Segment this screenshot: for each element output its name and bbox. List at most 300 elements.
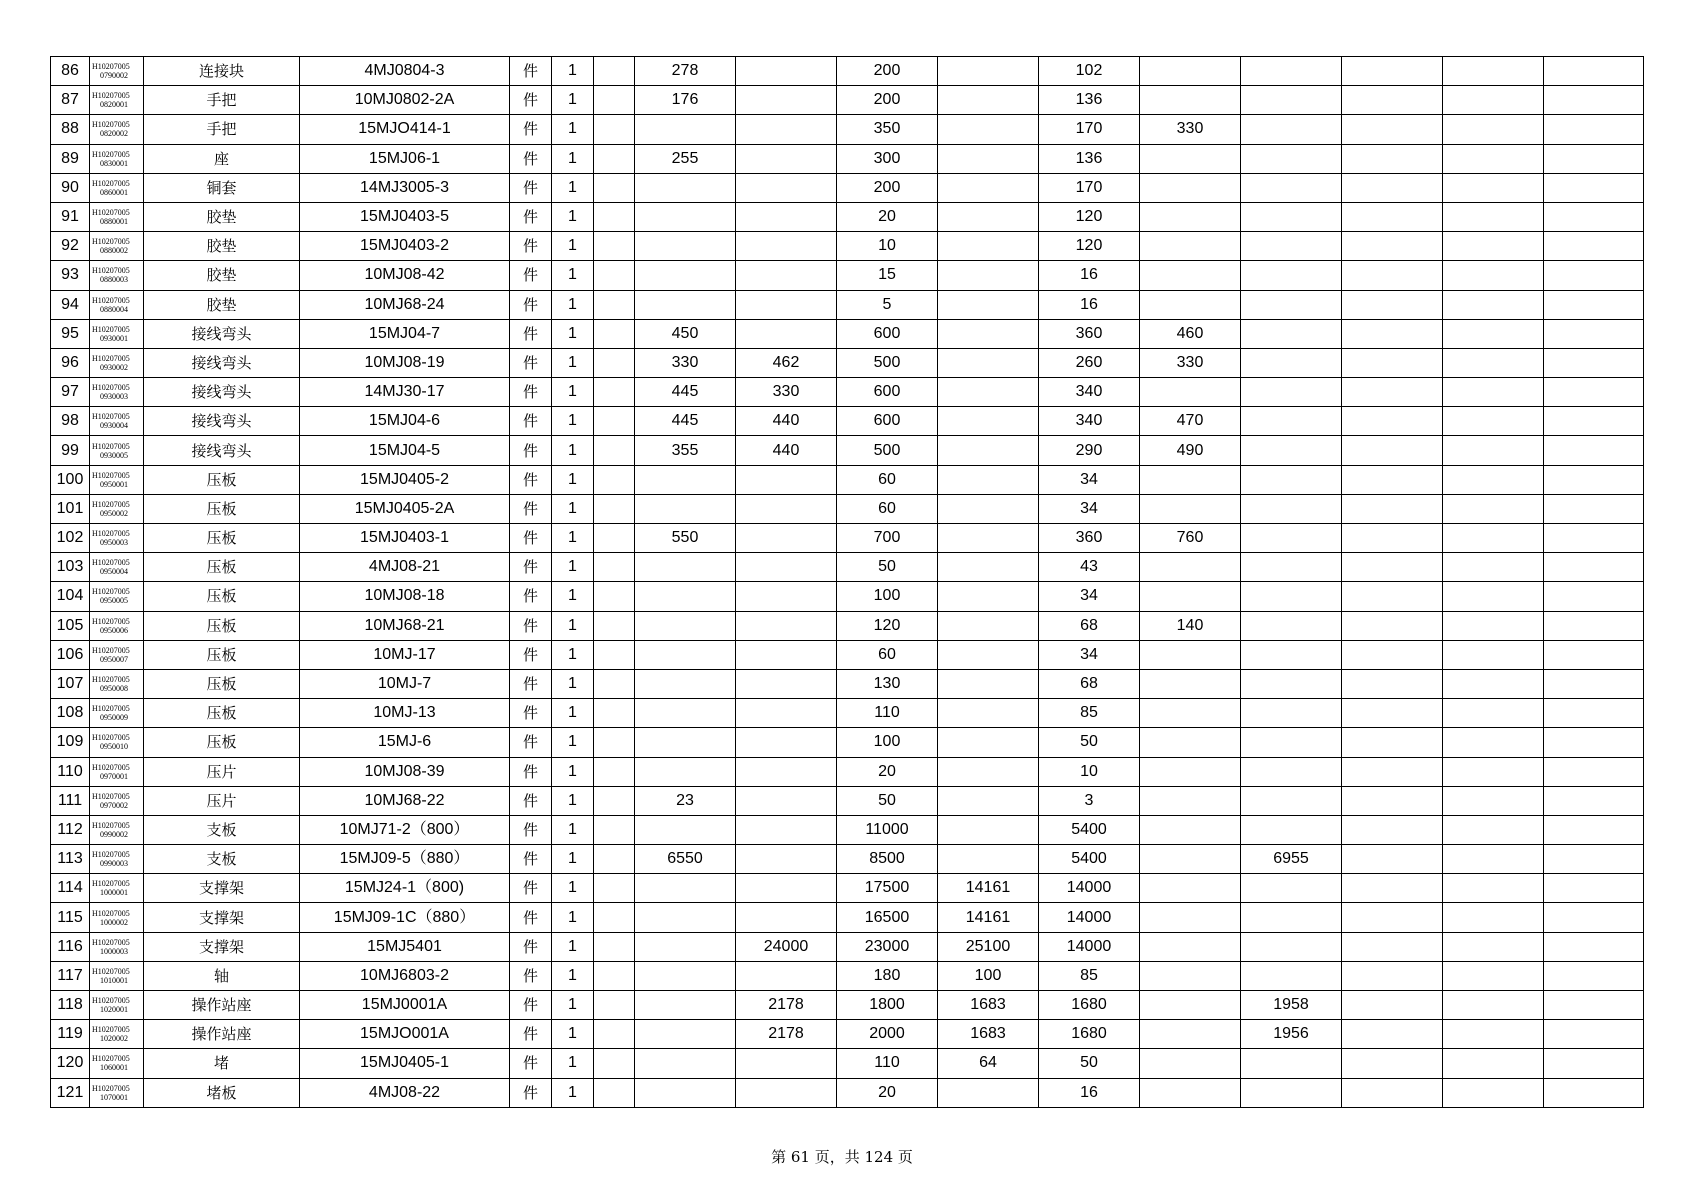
value-cell-c4: 60 (837, 640, 938, 669)
value-cell-c3 (736, 757, 837, 786)
value-cell-c2: 23 (635, 786, 736, 815)
part-name-cell: 胶垫 (144, 232, 300, 261)
value-cell-c3 (736, 903, 837, 932)
material-code-line: 1000002 (100, 917, 128, 927)
quantity-cell: 1 (552, 465, 594, 494)
value-cell-c3 (736, 202, 837, 231)
value-cell-c2 (635, 1049, 736, 1078)
value-cell-c4: 600 (837, 407, 938, 436)
quantity-cell: 1 (552, 1078, 594, 1107)
value-cell-c8 (1241, 494, 1342, 523)
quantity-cell: 1 (552, 202, 594, 231)
value-cell-c1 (594, 290, 635, 319)
value-cell-c11 (1544, 640, 1644, 669)
value-cell-c11 (1544, 815, 1644, 844)
material-code-cell (90, 232, 144, 261)
table-row (51, 669, 1644, 698)
value-cell-c5 (938, 319, 1039, 348)
value-cell-c3 (736, 290, 837, 319)
value-cell-c5 (938, 1078, 1039, 1107)
value-cell-c7 (1140, 815, 1241, 844)
material-code-cell (90, 1020, 144, 1049)
value-cell-c4: 700 (837, 524, 938, 553)
unit-cell: 件 (510, 845, 552, 874)
row-number-cell: 120 (51, 1049, 90, 1078)
material-code-cell (90, 86, 144, 115)
material-code-line: 0880004 (100, 304, 128, 314)
value-cell-c9 (1342, 232, 1443, 261)
value-cell-c11 (1544, 173, 1644, 202)
value-cell-c7 (1140, 640, 1241, 669)
value-cell-c3 (736, 699, 837, 728)
part-name-cell: 接线弯头 (144, 436, 300, 465)
material-code-line: H10207005 (92, 791, 130, 801)
quantity-cell: 1 (552, 378, 594, 407)
value-cell-c7: 490 (1140, 436, 1241, 465)
material-code-line: H10207005 (92, 645, 130, 655)
material-code-cell (90, 494, 144, 523)
quantity-cell: 1 (552, 407, 594, 436)
model-number-cell: 10MJ71-2（800） (300, 815, 510, 844)
value-cell-c11 (1544, 115, 1644, 144)
value-cell-c5: 1683 (938, 1020, 1039, 1049)
quantity-cell: 1 (552, 1049, 594, 1078)
quantity-cell: 1 (552, 144, 594, 173)
table-row (51, 232, 1644, 261)
value-cell-c10 (1443, 319, 1544, 348)
value-cell-c10 (1443, 1020, 1544, 1049)
model-number-cell: 10MJ-17 (300, 640, 510, 669)
table-row (51, 1020, 1644, 1049)
material-code-line: 0950006 (100, 625, 128, 635)
value-cell-c1 (594, 524, 635, 553)
quantity-cell: 1 (552, 582, 594, 611)
value-cell-c3: 2178 (736, 991, 837, 1020)
value-cell-c10 (1443, 640, 1544, 669)
model-number-cell: 4MJ08-21 (300, 553, 510, 582)
unit-cell: 件 (510, 378, 552, 407)
value-cell-c4: 120 (837, 611, 938, 640)
value-cell-c8 (1241, 815, 1342, 844)
value-cell-c9 (1342, 991, 1443, 1020)
row-number-cell: 92 (51, 232, 90, 261)
material-code-line: H10207005 (92, 966, 130, 976)
unit-cell: 件 (510, 436, 552, 465)
value-cell-c11 (1544, 1020, 1644, 1049)
material-code-line: H10207005 (92, 353, 130, 363)
value-cell-c8 (1241, 524, 1342, 553)
value-cell-c6: 136 (1039, 144, 1140, 173)
value-cell-c7 (1140, 290, 1241, 319)
material-code-line: 1070001 (100, 1092, 128, 1102)
part-name-cell: 胶垫 (144, 261, 300, 290)
material-code-line: H10207005 (92, 91, 130, 101)
value-cell-c8 (1241, 348, 1342, 377)
value-cell-c4: 110 (837, 1049, 938, 1078)
material-code-line: 1010001 (100, 975, 128, 985)
unit-cell: 件 (510, 1049, 552, 1078)
quantity-cell: 1 (552, 611, 594, 640)
value-cell-c4: 5 (837, 290, 938, 319)
value-cell-c3 (736, 786, 837, 815)
value-cell-c11 (1544, 1078, 1644, 1107)
value-cell-c2: 355 (635, 436, 736, 465)
part-name-cell: 压板 (144, 465, 300, 494)
value-cell-c10 (1443, 465, 1544, 494)
value-cell-c1 (594, 494, 635, 523)
material-code-cell (90, 348, 144, 377)
value-cell-c11 (1544, 874, 1644, 903)
row-number-cell: 108 (51, 699, 90, 728)
value-cell-c5 (938, 494, 1039, 523)
value-cell-c10 (1443, 611, 1544, 640)
value-cell-c5 (938, 699, 1039, 728)
value-cell-c2: 176 (635, 86, 736, 115)
value-cell-c3 (736, 845, 837, 874)
value-cell-c8 (1241, 407, 1342, 436)
value-cell-c10 (1443, 494, 1544, 523)
material-code-cell (90, 319, 144, 348)
material-code-cell (90, 991, 144, 1020)
row-number-cell: 107 (51, 669, 90, 698)
value-cell-c8 (1241, 436, 1342, 465)
model-number-cell: 10MJ08-19 (300, 348, 510, 377)
model-number-cell: 15MJ24-1（800) (300, 874, 510, 903)
table-row (51, 640, 1644, 669)
material-code-line: H10207005 (92, 149, 130, 159)
value-cell-c6: 5400 (1039, 815, 1140, 844)
table-row (51, 319, 1644, 348)
quantity-cell: 1 (552, 86, 594, 115)
table-row (51, 115, 1644, 144)
value-cell-c11 (1544, 553, 1644, 582)
part-name-cell: 操作站座 (144, 991, 300, 1020)
material-code-line: H10207005 (92, 470, 130, 480)
value-cell-c3 (736, 465, 837, 494)
unit-cell: 件 (510, 582, 552, 611)
value-cell-c10 (1443, 144, 1544, 173)
value-cell-c5: 25100 (938, 932, 1039, 961)
value-cell-c6: 68 (1039, 669, 1140, 698)
row-number-cell: 98 (51, 407, 90, 436)
value-cell-c11 (1544, 961, 1644, 990)
value-cell-c11 (1544, 465, 1644, 494)
unit-cell: 件 (510, 173, 552, 202)
value-cell-c11 (1544, 436, 1644, 465)
material-code-line: 0930003 (100, 392, 128, 402)
material-code-cell (90, 436, 144, 465)
unit-cell: 件 (510, 494, 552, 523)
quantity-cell: 1 (552, 319, 594, 348)
value-cell-c4: 1800 (837, 991, 938, 1020)
material-code-line: 0820001 (100, 100, 128, 110)
value-cell-c11 (1544, 378, 1644, 407)
material-code-line: H10207005 (92, 120, 130, 130)
value-cell-c1 (594, 261, 635, 290)
model-number-cell: 10MJ08-42 (300, 261, 510, 290)
part-name-cell: 压板 (144, 728, 300, 757)
material-code-line: 0950010 (100, 742, 128, 752)
value-cell-c7 (1140, 961, 1241, 990)
model-number-cell: 14MJ30-17 (300, 378, 510, 407)
value-cell-c7 (1140, 669, 1241, 698)
unit-cell: 件 (510, 640, 552, 669)
value-cell-c10 (1443, 932, 1544, 961)
unit-cell: 件 (510, 144, 552, 173)
unit-cell: 件 (510, 1020, 552, 1049)
value-cell-c2 (635, 465, 736, 494)
model-number-cell: 10MJ68-21 (300, 611, 510, 640)
material-code-line: H10207005 (92, 499, 130, 509)
value-cell-c2 (635, 640, 736, 669)
value-cell-c4: 2000 (837, 1020, 938, 1049)
value-cell-c6: 14000 (1039, 932, 1140, 961)
row-number-cell: 88 (51, 115, 90, 144)
table-row (51, 1078, 1644, 1107)
value-cell-c7 (1140, 1049, 1241, 1078)
value-cell-c7 (1140, 378, 1241, 407)
material-code-line: 0930002 (100, 362, 128, 372)
value-cell-c6: 50 (1039, 1049, 1140, 1078)
quantity-cell: 1 (552, 669, 594, 698)
value-cell-c8 (1241, 757, 1342, 786)
value-cell-c1 (594, 57, 635, 86)
value-cell-c8 (1241, 115, 1342, 144)
value-cell-c6: 85 (1039, 961, 1140, 990)
value-cell-c7 (1140, 465, 1241, 494)
material-code-cell (90, 290, 144, 319)
part-name-cell: 接线弯头 (144, 407, 300, 436)
value-cell-c11 (1544, 86, 1644, 115)
value-cell-c4: 300 (837, 144, 938, 173)
material-code-line: 0950008 (100, 684, 128, 694)
value-cell-c10 (1443, 524, 1544, 553)
table-row (51, 348, 1644, 377)
value-cell-c4: 350 (837, 115, 938, 144)
material-code-cell (90, 961, 144, 990)
value-cell-c7 (1140, 261, 1241, 290)
value-cell-c5 (938, 524, 1039, 553)
table-row (51, 378, 1644, 407)
value-cell-c6: 14000 (1039, 903, 1140, 932)
value-cell-c4: 60 (837, 494, 938, 523)
value-cell-c6: 360 (1039, 524, 1140, 553)
value-cell-c6: 50 (1039, 728, 1140, 757)
value-cell-c3 (736, 1078, 837, 1107)
value-cell-c4: 500 (837, 436, 938, 465)
value-cell-c1 (594, 436, 635, 465)
value-cell-c3 (736, 1049, 837, 1078)
model-number-cell: 15MJ0403-2 (300, 232, 510, 261)
value-cell-c3 (736, 173, 837, 202)
material-code-line: 1020001 (100, 1005, 128, 1015)
value-cell-c1 (594, 786, 635, 815)
part-name-cell: 压板 (144, 669, 300, 698)
material-code-line: 0950004 (100, 567, 128, 577)
value-cell-c9 (1342, 669, 1443, 698)
quantity-cell: 1 (552, 173, 594, 202)
value-cell-c1 (594, 728, 635, 757)
value-cell-c10 (1443, 1078, 1544, 1107)
value-cell-c10 (1443, 86, 1544, 115)
quantity-cell: 1 (552, 524, 594, 553)
material-code-line: 0860001 (100, 187, 128, 197)
material-code-cell (90, 728, 144, 757)
material-code-line: 0880002 (100, 246, 128, 256)
value-cell-c5 (938, 57, 1039, 86)
value-cell-c2: 550 (635, 524, 736, 553)
value-cell-c5 (938, 611, 1039, 640)
value-cell-c2 (635, 874, 736, 903)
value-cell-c5 (938, 86, 1039, 115)
value-cell-c10 (1443, 290, 1544, 319)
part-name-cell: 压板 (144, 494, 300, 523)
table-row (51, 845, 1644, 874)
material-code-line: H10207005 (92, 237, 130, 247)
value-cell-c4: 500 (837, 348, 938, 377)
value-cell-c8 (1241, 903, 1342, 932)
row-number-cell: 91 (51, 202, 90, 231)
material-code-line: H10207005 (92, 616, 130, 626)
value-cell-c9 (1342, 144, 1443, 173)
material-code-line: H10207005 (92, 587, 130, 597)
value-cell-c6: 120 (1039, 202, 1140, 231)
value-cell-c5: 1683 (938, 991, 1039, 1020)
material-code-line: 0950001 (100, 479, 128, 489)
value-cell-c9 (1342, 436, 1443, 465)
row-number-cell: 115 (51, 903, 90, 932)
part-name-cell: 胶垫 (144, 202, 300, 231)
material-code-line: 1000001 (100, 888, 128, 898)
part-name-cell: 接线弯头 (144, 348, 300, 377)
unit-cell: 件 (510, 699, 552, 728)
value-cell-c4: 8500 (837, 845, 938, 874)
quantity-cell: 1 (552, 728, 594, 757)
value-cell-c5 (938, 290, 1039, 319)
part-name-cell: 支撑架 (144, 903, 300, 932)
value-cell-c11 (1544, 786, 1644, 815)
value-cell-c6: 34 (1039, 494, 1140, 523)
value-cell-c8 (1241, 874, 1342, 903)
value-cell-c10 (1443, 348, 1544, 377)
part-name-cell: 堵板 (144, 1078, 300, 1107)
table-row (51, 144, 1644, 173)
row-number-cell: 106 (51, 640, 90, 669)
value-cell-c7: 760 (1140, 524, 1241, 553)
row-number-cell: 104 (51, 582, 90, 611)
value-cell-c8: 1958 (1241, 991, 1342, 1020)
material-code-line: 0950002 (100, 508, 128, 518)
value-cell-c1 (594, 699, 635, 728)
value-cell-c8 (1241, 232, 1342, 261)
value-cell-c8 (1241, 961, 1342, 990)
material-code-cell (90, 757, 144, 786)
value-cell-c8: 1956 (1241, 1020, 1342, 1049)
model-number-cell: 15MJ09-5（880） (300, 845, 510, 874)
value-cell-c11 (1544, 494, 1644, 523)
value-cell-c1 (594, 757, 635, 786)
value-cell-c4: 23000 (837, 932, 938, 961)
value-cell-c5 (938, 232, 1039, 261)
model-number-cell: 10MJ68-22 (300, 786, 510, 815)
value-cell-c4: 600 (837, 319, 938, 348)
value-cell-c4: 600 (837, 378, 938, 407)
row-number-cell: 117 (51, 961, 90, 990)
value-cell-c7: 470 (1140, 407, 1241, 436)
material-code-line: 0950003 (100, 538, 128, 548)
value-cell-c2 (635, 903, 736, 932)
row-number-cell: 114 (51, 874, 90, 903)
value-cell-c5 (938, 815, 1039, 844)
unit-cell: 件 (510, 261, 552, 290)
value-cell-c10 (1443, 582, 1544, 611)
value-cell-c9 (1342, 86, 1443, 115)
value-cell-c8 (1241, 57, 1342, 86)
model-number-cell: 14MJ3005-3 (300, 173, 510, 202)
quantity-cell: 1 (552, 874, 594, 903)
row-number-cell: 105 (51, 611, 90, 640)
value-cell-c8 (1241, 640, 1342, 669)
unit-cell: 件 (510, 290, 552, 319)
value-cell-c1 (594, 553, 635, 582)
value-cell-c9 (1342, 319, 1443, 348)
value-cell-c5 (938, 669, 1039, 698)
value-cell-c3 (736, 319, 837, 348)
material-code-cell (90, 1049, 144, 1078)
value-cell-c6: 16 (1039, 290, 1140, 319)
value-cell-c1 (594, 1078, 635, 1107)
value-cell-c4: 15 (837, 261, 938, 290)
value-cell-c3 (736, 144, 837, 173)
unit-cell: 件 (510, 1078, 552, 1107)
value-cell-c2 (635, 611, 736, 640)
value-cell-c4: 16500 (837, 903, 938, 932)
value-cell-c11 (1544, 611, 1644, 640)
value-cell-c2 (635, 699, 736, 728)
table-row (51, 524, 1644, 553)
value-cell-c10 (1443, 202, 1544, 231)
value-cell-c9 (1342, 173, 1443, 202)
part-name-cell: 堵 (144, 1049, 300, 1078)
unit-cell: 件 (510, 728, 552, 757)
value-cell-c2: 330 (635, 348, 736, 377)
unit-cell: 件 (510, 348, 552, 377)
model-number-cell: 4MJ0804-3 (300, 57, 510, 86)
model-number-cell: 10MJ68-24 (300, 290, 510, 319)
model-number-cell: 15MJ04-7 (300, 319, 510, 348)
value-cell-c3 (736, 57, 837, 86)
material-code-line: 1060001 (100, 1063, 128, 1073)
part-name-cell: 压片 (144, 786, 300, 815)
value-cell-c4: 10 (837, 232, 938, 261)
material-code-cell (90, 115, 144, 144)
value-cell-c11 (1544, 728, 1644, 757)
value-cell-c4: 60 (837, 465, 938, 494)
part-name-cell: 铜套 (144, 173, 300, 202)
row-number-cell: 99 (51, 436, 90, 465)
model-number-cell: 10MJ6803-2 (300, 961, 510, 990)
value-cell-c5 (938, 553, 1039, 582)
material-code-line: H10207005 (92, 558, 130, 568)
value-cell-c6: 136 (1039, 86, 1140, 115)
value-cell-c10 (1443, 436, 1544, 465)
value-cell-c11 (1544, 524, 1644, 553)
part-name-cell: 支撑架 (144, 874, 300, 903)
value-cell-c10 (1443, 173, 1544, 202)
value-cell-c1 (594, 961, 635, 990)
value-cell-c11 (1544, 202, 1644, 231)
value-cell-c5 (938, 261, 1039, 290)
